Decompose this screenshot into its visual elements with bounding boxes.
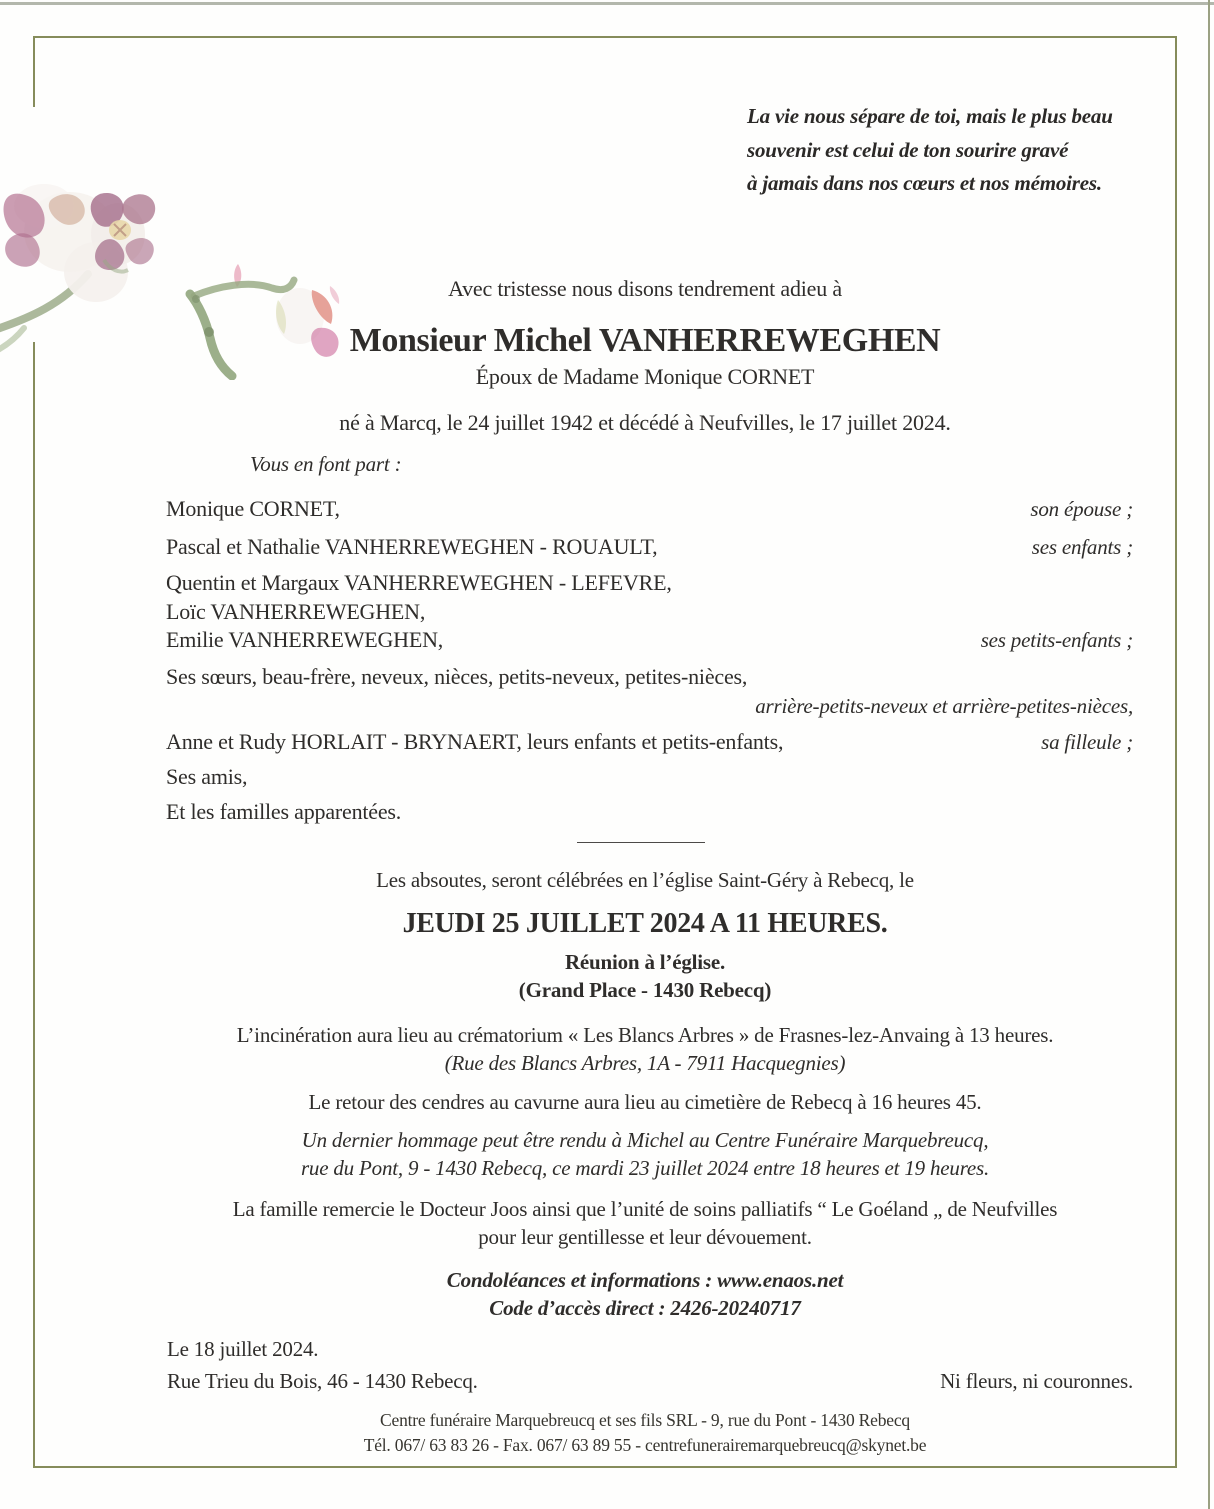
thanks-line-2: pour leur gentillesse et leur dévouement. [478, 1225, 812, 1249]
funeral-home-line: Centre funéraire Marquebreucq et ses fils SRL - 9, rue du Pont - 1430 Rebecq [380, 1410, 910, 1430]
quote-line-3: à jamais dans nos cœurs et nos mémoires. [747, 171, 1102, 195]
family-row [166, 664, 1133, 690]
quote-line-2: souvenir est celui de ton sourire gravé [747, 137, 1069, 162]
scan-edge-top [0, 2, 1214, 5]
condolences-info: Condoléances et informations : www.enaos.net [446, 1268, 844, 1292]
family-relation: ses petits-enfants ; [980, 628, 1133, 652]
life-dates: né à Marcq, le 24 juillet 1942 et décédé à Neufvilles, le 17 juillet 2024. [339, 410, 951, 435]
family-name: Loïc VANHERREWEGHEN, [166, 599, 426, 624]
tribute-line-2: rue du Pont, 9 - 1430 Rebecq, ce mardi 23 juillet 2024 entre 18 heures et 19 heures. [300, 1156, 990, 1180]
thanks-line-1: La famille remercie le Docteur Joos ainsi que l’unité de soins palliatifs “ Le Goéland „ de Neufvilles [232, 1197, 1058, 1221]
memorial-quote [747, 100, 1147, 201]
cremation-info: L’incinération aura lieu au crématorium « Les Blancs Arbres » de Frasnes-lez-Anvaing à 13 heures. [236, 1023, 1054, 1047]
family-row [166, 570, 1133, 596]
condolences-access-code: Code d’accès direct : 2426-20240717 [489, 1296, 801, 1320]
tribute-line-1: Un dernier hommage peut être rendu à Michel au Centre Funéraire Marquebreucq, [301, 1128, 989, 1152]
family-relation: arrière-petits-neveux et arrière-petites-nièces, [755, 694, 1133, 718]
family-relation: sa filleule ; [1041, 730, 1133, 754]
deceased-name: Monsieur Michel VANHERREWEGHEN [349, 322, 941, 359]
family-relation: son épouse ; [1030, 497, 1133, 521]
quote-line-1: La vie nous sépare de toi, mais le plus beau [747, 104, 1113, 128]
ceremony-meeting: Réunion à l’église. [564, 950, 726, 974]
flowers-note: Ni fleurs, ni couronnes. [940, 1369, 1133, 1393]
closing-date: Le 18 juillet 2024. [167, 1337, 319, 1361]
family-row [166, 599, 1133, 625]
family-row [166, 729, 1133, 755]
ceremony-intro: Les absoutes, seront célébrées en l’église Saint-Géry à Rebecq, le [376, 868, 914, 892]
family-name: Pascal et Nathalie VANHERREWEGHEN - ROUAULT, [166, 534, 658, 559]
family-relation: ses enfants ; [1031, 535, 1133, 559]
closing-address: Rue Trieu du Bois, 46 - 1430 Rebecq. [167, 1369, 478, 1393]
family-row [166, 694, 1133, 719]
cremation-address: (Rue des Blancs Arbres, 1A - 7911 Hacquegnies) [444, 1051, 846, 1075]
family-row [166, 534, 1133, 560]
family-name: Anne et Rudy HORLAIT - BRYNAERT, leurs enfants et petits-enfants, [166, 729, 784, 754]
family-row [166, 496, 1133, 522]
family-name: Ses amis, [166, 764, 248, 789]
spouse-line: Époux de Madame Monique CORNET [475, 364, 815, 389]
announcement-intro: Avec tristesse nous disons tendrement adieu à [448, 276, 842, 301]
family-row [166, 799, 1133, 825]
family-name: Quentin et Margaux VANHERREWEGHEN - LEFEVRE, [166, 570, 672, 595]
family-name: Ses sœurs, beau-frère, neveux, nièces, petits-neveux, petites-nièces, [166, 664, 748, 689]
family-name: Emilie VANHERREWEGHEN, [166, 627, 444, 652]
ashes-return-info: Le retour des cendres au cavurne aura lieu au cimetière de Rebecq à 16 heures 45. [308, 1090, 982, 1114]
scan-edge-right [1208, 0, 1210, 1509]
ceremony-datetime: JEUDI 25 JUILLET 2024 A 11 HEURES. [402, 908, 888, 939]
family-row [166, 627, 1133, 653]
section-divider [577, 842, 705, 843]
family-name: Et les familles apparentées. [166, 799, 402, 824]
ceremony-meeting-place: (Grand Place - 1430 Rebecq) [518, 978, 772, 1002]
funeral-home-contact: Tél. 067/ 63 83 26 - Fax. 067/ 63 89 55 - centrefunerairemarquebreucq@skynet.be [363, 1435, 927, 1455]
closing-row [167, 1369, 1133, 1394]
family-row [166, 764, 1133, 790]
family-heading: Vous en font part : [250, 452, 402, 476]
family-name: Monique CORNET, [166, 496, 340, 521]
